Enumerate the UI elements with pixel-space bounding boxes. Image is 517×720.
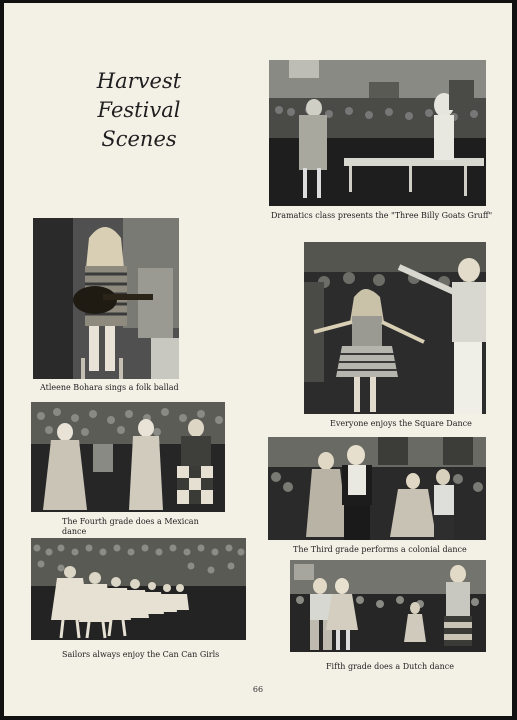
title-line-1: Harvest [96, 69, 182, 93]
photo-square-dance [304, 242, 486, 414]
title-line-3: Scenes [101, 127, 177, 151]
photo-colonial-dance [268, 437, 486, 540]
photo-folk-ballad [33, 218, 179, 379]
caption-can-can: Sailors always enjoy the Can Can Girls [62, 650, 220, 659]
photo-can-can [31, 538, 246, 640]
caption-billy-goats: Dramatics class presents the "Three Billy Goats Gruff" [271, 211, 493, 220]
page-number: 66 [252, 685, 264, 694]
caption-square-dance: Everyone enjoys the Square Dance [330, 419, 472, 428]
photo-billy-goats [269, 60, 486, 206]
photo-dutch-dance [290, 560, 486, 652]
photo-mexican-dance [31, 402, 225, 512]
caption-dutch-dance: Fifth grade does a Dutch dance [326, 662, 454, 671]
title-line-2: Festival [97, 98, 181, 122]
caption-colonial-dance: The Third grade performs a colonial dance [293, 545, 467, 554]
yearbook-page [4, 3, 512, 716]
caption-folk-ballad: Atleene Bohara sings a folk ballad [40, 383, 179, 392]
caption-mexican-dance: The Fourth grade does a Mexican dance [62, 517, 199, 536]
page-title [64, 67, 214, 154]
